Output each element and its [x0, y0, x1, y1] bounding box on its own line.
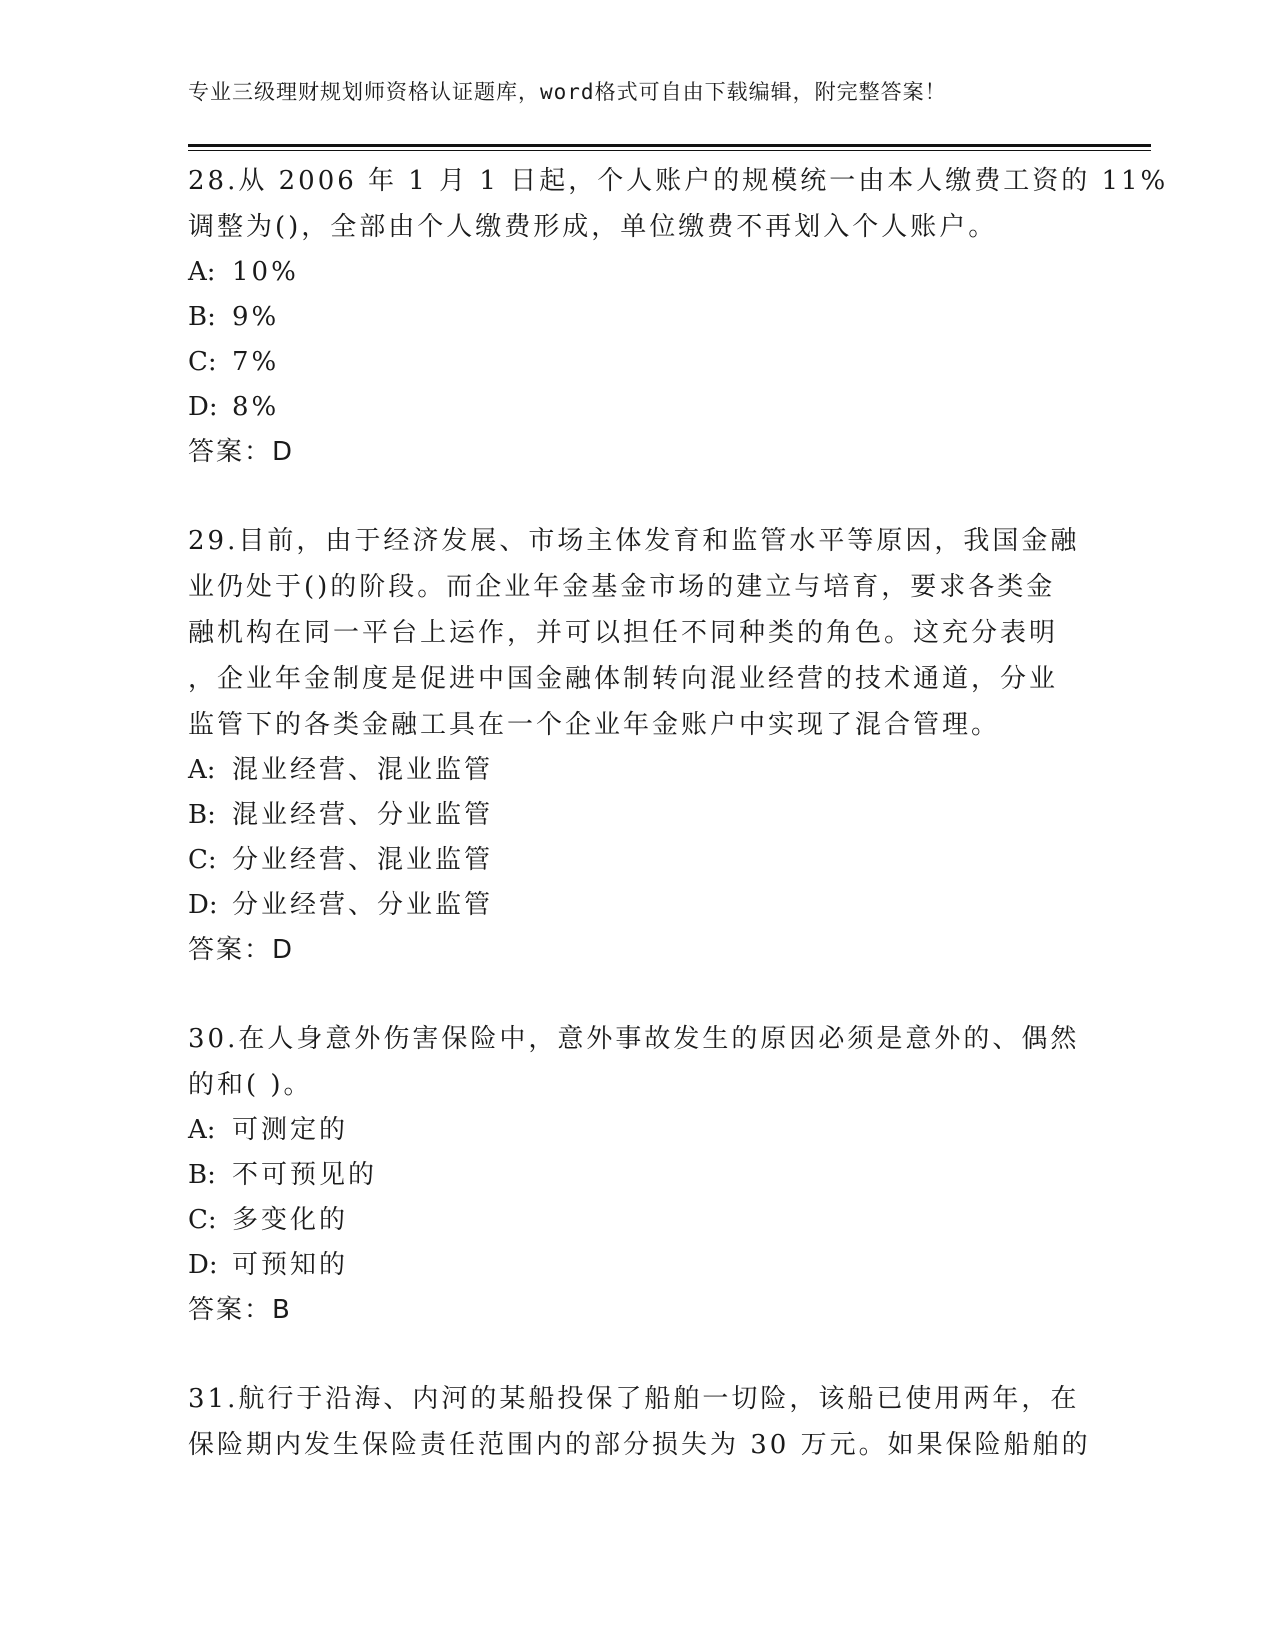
option-letter: A:	[188, 1115, 216, 1145]
option-letter: C:	[188, 845, 217, 875]
question-list	[188, 158, 1169, 1468]
question-block	[188, 518, 1088, 973]
option-letter: A:	[188, 755, 216, 785]
question-block	[188, 158, 1169, 475]
option-text: 多变化的	[232, 1205, 349, 1235]
option-text: 7%	[232, 347, 280, 377]
header-rule-thin	[188, 150, 1151, 151]
question-text-line: ，企业年金制度是促进中国金融体制转向混业经营的技术通道，分业	[188, 664, 1059, 694]
option-text: 可预知的	[232, 1250, 349, 1280]
question-text-line: 31.航行于沿海、内河的某船投保了船舶一切险，该船已使用两年，在	[188, 1384, 1080, 1414]
option-c	[188, 838, 1088, 883]
option-d	[188, 385, 1088, 430]
option-text: 混业经营、分业监管	[232, 800, 494, 830]
option-b	[188, 793, 1088, 838]
spacer	[188, 973, 1088, 1016]
page-header: 专业三级理财规划师资格认证题库，word格式可自由下载编辑，附完整答案！	[188, 80, 947, 104]
spacer	[188, 1333, 1088, 1376]
option-a	[188, 748, 1088, 793]
option-c	[188, 1198, 1088, 1243]
question-text-line: 29.目前，由于经济发展、市场主体发育和监管水平等原因，我国金融	[188, 526, 1080, 556]
option-text: 分业经营、混业监管	[232, 845, 494, 875]
question-text-line: 保险期内发生保险责任范围内的部分损失为 30 万元。如果保险船舶的	[188, 1430, 1091, 1460]
answer-line: 答案：B	[188, 1295, 292, 1325]
option-text: 分业经营、分业监管	[232, 890, 494, 920]
option-a	[188, 1108, 1088, 1153]
option-letter: C:	[188, 347, 217, 377]
question-text-line: 业仍处于()的阶段。而企业年金基金市场的建立与培育，要求各类金	[188, 572, 1056, 602]
option-letter: C:	[188, 1205, 217, 1235]
option-b	[188, 295, 1088, 340]
question-text-line: 监管下的各类金融工具在一个企业年金账户中实现了混合管理。	[188, 710, 1001, 740]
question-text-line: 28.从 2006 年 1 月 1 日起，个人账户的规模统一由本人缴费工资的 11%	[188, 166, 1169, 196]
spacer	[188, 475, 1088, 518]
option-a	[188, 250, 1088, 295]
header-rule-thick	[188, 144, 1151, 147]
option-letter: D:	[188, 392, 218, 422]
question-text-line: 30.在人身意外伤害保险中，意外事故发生的原因必须是意外的、偶然	[188, 1024, 1080, 1054]
option-letter: B:	[188, 302, 216, 332]
option-c	[188, 340, 1088, 385]
answer-line: 答案：D	[188, 437, 295, 467]
option-d	[188, 883, 1088, 928]
question-block	[188, 1376, 1091, 1468]
option-text: 8%	[232, 392, 280, 422]
option-letter: D:	[188, 890, 218, 920]
option-text: 不可预见的	[232, 1160, 378, 1190]
question-text-line: 调整为()，全部由个人缴费形成，单位缴费不再划入个人账户。	[188, 212, 998, 242]
option-letter: D:	[188, 1250, 218, 1280]
option-letter: A:	[188, 257, 216, 287]
question-text-line: 的和( )。	[188, 1070, 313, 1100]
option-text: 10%	[232, 257, 299, 287]
question-block	[188, 1016, 1088, 1333]
option-text: 可测定的	[232, 1115, 349, 1145]
answer-line: 答案：D	[188, 935, 295, 965]
option-d	[188, 1243, 1088, 1288]
question-text-line: 融机构在同一平台上运作，并可以担任不同种类的角色。这充分表明	[188, 618, 1059, 648]
option-text: 混业经营、混业监管	[232, 755, 494, 785]
option-letter: B:	[188, 1160, 216, 1190]
option-text: 9%	[232, 302, 280, 332]
option-b	[188, 1153, 1088, 1198]
option-letter: B:	[188, 800, 216, 830]
